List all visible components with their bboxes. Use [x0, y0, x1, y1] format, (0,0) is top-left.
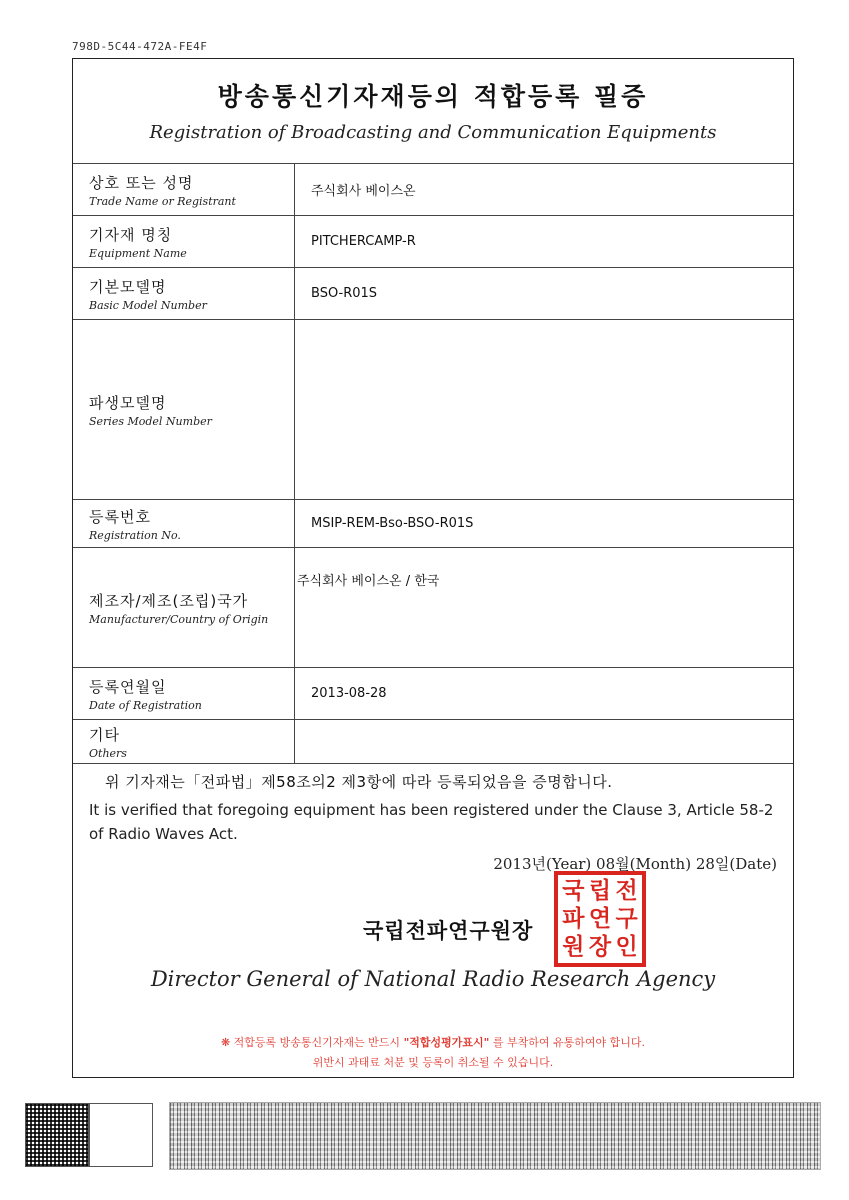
label-english: Series Model Number — [89, 414, 212, 428]
label-english: Basic Model Number — [89, 298, 207, 312]
registration-no-value: MSIP-REM-Bso-BSO-R01S — [311, 516, 474, 531]
issuer-english: Director General of National Radio Research Agency — [150, 967, 716, 991]
label-korean: 등록번호 — [89, 507, 151, 526]
seal-char: 인 — [615, 933, 638, 960]
seal-char: 전 — [615, 877, 638, 904]
row-label — [73, 268, 295, 319]
seal-char: 장 — [588, 933, 612, 960]
label-english: Others — [89, 746, 127, 760]
blank-box — [89, 1103, 153, 1167]
row-series-model — [73, 320, 793, 500]
notice-line-2: 위반시 과태료 처분 및 등록이 취소될 수 있습니다. — [312, 1056, 554, 1069]
document-code: 798D-5C44-472A-FE4F — [72, 40, 208, 53]
row-registration-date — [73, 668, 793, 720]
row-registration-no — [73, 500, 793, 548]
label-korean: 기자재 명칭 — [89, 225, 173, 244]
title-korean: 방송통신기자재등의 적합등록 필증 — [217, 82, 649, 111]
notice-line-1 — [73, 1033, 793, 1053]
row-label — [73, 320, 295, 499]
equipment-name-value: PITCHERCAMP-R — [311, 234, 416, 249]
seal-char: 원 — [562, 933, 585, 960]
row-label — [73, 720, 295, 763]
notice-text-pre: 적합등록 방송통신기자재는 반드시 — [233, 1036, 401, 1049]
row-label — [73, 668, 295, 719]
row-trade-name — [73, 164, 793, 216]
official-seal-icon — [554, 871, 646, 967]
row-label — [73, 500, 295, 547]
label-korean: 상호 또는 성명 — [89, 173, 194, 192]
seal-char: 립 — [588, 877, 612, 904]
basic-model-value: BSO-R01S — [311, 286, 378, 301]
certificate-frame — [72, 58, 794, 1078]
registration-date-value: 2013-08-28 — [311, 686, 387, 701]
seal-char: 연 — [588, 905, 612, 932]
label-korean: 기본모델명 — [89, 277, 167, 296]
certification-statement — [89, 771, 779, 846]
label-korean: 파생모델명 — [89, 393, 167, 412]
manufacturer-value: 주식회사 베이스온 / 한국 — [297, 574, 440, 589]
certification-english: It is verified that foregoing equipment has been registered under the Clause 3, Article 58-2 of Radio Waves Act. — [89, 801, 774, 843]
label-english: Manufacturer/Country of Origin — [89, 612, 269, 626]
trade-name-value: 주식회사 베이스온 — [311, 184, 416, 199]
row-equipment-name — [73, 216, 793, 268]
registration-table — [73, 163, 793, 764]
row-basic-model — [73, 268, 793, 320]
notice — [73, 1033, 793, 1073]
title-english: Registration of Broadcasting and Communication Equipments — [149, 122, 717, 143]
row-label — [73, 216, 295, 267]
label-english: Equipment Name — [89, 246, 187, 260]
seal-char: 국 — [562, 877, 585, 904]
issuer-korean: 국립전파연구원장 — [363, 919, 534, 943]
row-label — [73, 548, 295, 667]
notice-symbol-icon: ❋ — [220, 1036, 231, 1049]
label-korean: 기타 — [89, 725, 120, 744]
seal-char: 구 — [615, 905, 638, 932]
security-barcode-icon — [169, 1102, 821, 1170]
row-others — [73, 720, 793, 764]
label-korean: 제조자/제조(조립)국가 — [89, 591, 249, 610]
seal-char: 파 — [562, 905, 585, 932]
row-manufacturer — [73, 548, 793, 668]
notice-text-post: 를 부착하여 유통하여야 합니다. — [492, 1036, 646, 1049]
qr-code-icon — [25, 1103, 89, 1167]
issue-date: 2013년(Year) 08월(Month) 28일(Date) — [493, 855, 777, 873]
label-korean: 등록연월일 — [89, 677, 167, 696]
row-label — [73, 164, 295, 215]
notice-text-emphasis: "적합성평가표시" — [403, 1036, 490, 1049]
label-english: Trade Name or Registrant — [89, 194, 236, 208]
label-english: Date of Registration — [89, 698, 202, 712]
label-english: Registration No. — [89, 528, 181, 542]
certification-korean: 위 기자재는「전파법」제58조의2 제3항에 따라 등록되었음을 증명합니다. — [105, 773, 613, 791]
